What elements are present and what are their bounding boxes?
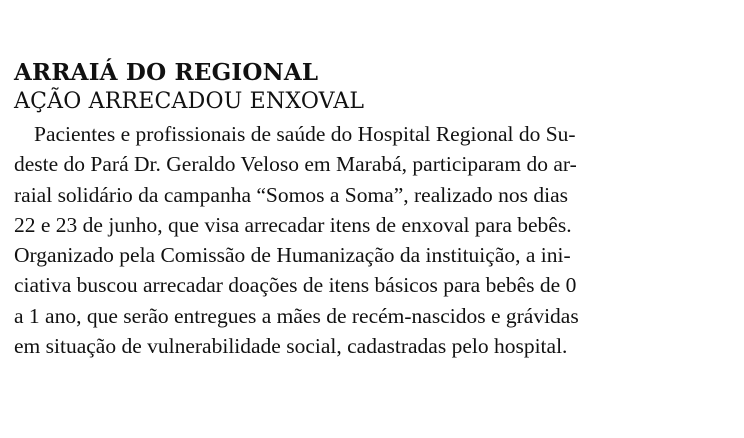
article-body-line: Pacientes e profissionais de saúde do Hospital Regional do Su- <box>34 122 576 146</box>
article-body-line: a 1 ano, que serão entregues a mães de recém-nascidos e grávidas <box>14 303 579 328</box>
article-body-line: deste do Pará Dr. Geraldo Veloso em Marabá, participaram do ar- <box>14 152 577 177</box>
article-body-line: 22 e 23 de junho, que visa arrecadar itens de enxoval para bebês. <box>14 212 572 237</box>
article-headline: ARRAIÁ DO REGIONAL <box>14 59 319 86</box>
article-body-line: ciativa buscou arrecadar doações de itens básicos para bebês de 0 <box>14 273 577 298</box>
article-subheadline: AÇÃO ARRECADOU ENXOVAL <box>14 89 365 114</box>
article-body <box>14 119 714 361</box>
news-article <box>14 58 714 361</box>
article-body-line: raial solidário da campanha “Somos a Soma”, realizado nos dias <box>14 182 569 207</box>
article-body-line: em situação de vulnerabilidade social, cadastradas pelo hospital. <box>14 334 568 359</box>
article-body-line: Organizado pela Comissão de Humanização da instituição, a ini- <box>14 243 571 268</box>
